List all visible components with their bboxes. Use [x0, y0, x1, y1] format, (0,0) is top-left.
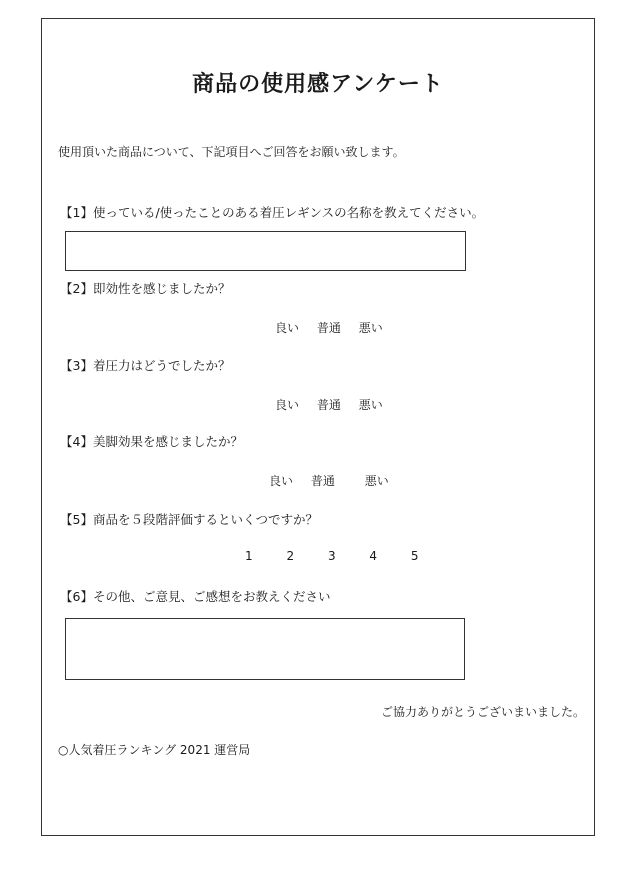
- question-5-option-3[interactable]: 3: [327, 549, 336, 563]
- question-5-options: [245, 549, 419, 563]
- question-5-option-2[interactable]: 2: [286, 549, 295, 563]
- question-1-answer-field[interactable]: [65, 231, 466, 271]
- question-5-label: 【5】商品を５段階評価するといくつですか？: [60, 512, 318, 527]
- question-6-label: 【6】その他、ご意見、ご感想をお教えください: [60, 589, 331, 604]
- question-4-options: [269, 472, 389, 489]
- question-5-option-1[interactable]: 1: [245, 549, 253, 563]
- question-2-option-average[interactable]: 普通: [316, 321, 341, 335]
- page-title: 商品の使用感アンケート: [192, 72, 444, 97]
- question-3-option-average[interactable]: 普通: [316, 398, 341, 412]
- question-3-options: [275, 396, 383, 413]
- question-4-option-average[interactable]: 普通: [310, 474, 335, 488]
- survey-sheet: [41, 18, 595, 836]
- intro-text: 使用頂いた商品について、下記項目へご回答をお願い致します。: [58, 145, 405, 159]
- question-2-label: 【2】即効性を感じましたか？: [60, 281, 231, 296]
- question-3-option-good[interactable]: 良い: [275, 398, 300, 412]
- question-2-options: [275, 319, 383, 336]
- footer-organizer: ○人気着圧ランキング 2021 運営局: [58, 743, 251, 757]
- question-3-option-bad[interactable]: 悪い: [358, 398, 383, 412]
- question-2-option-bad[interactable]: 悪い: [358, 321, 383, 335]
- question-4-label: 【4】美脚効果を感じましたか？: [60, 434, 243, 449]
- question-1-label: 【1】使っている/使ったことのある着圧レギンスの名称を教えてください。: [60, 205, 485, 220]
- question-5-option-4[interactable]: 4: [369, 549, 378, 563]
- question-4-option-bad[interactable]: 悪い: [364, 474, 389, 488]
- question-4-option-good[interactable]: 良い: [269, 474, 294, 488]
- question-6-comment-field[interactable]: [65, 618, 465, 680]
- question-3-label: 【3】着圧力はどうでしたか？: [60, 358, 231, 373]
- question-2-option-good[interactable]: 良い: [275, 321, 300, 335]
- thanks-message: ご協力ありがとうございまいました。: [380, 705, 585, 719]
- question-5-option-5[interactable]: 5: [410, 549, 419, 563]
